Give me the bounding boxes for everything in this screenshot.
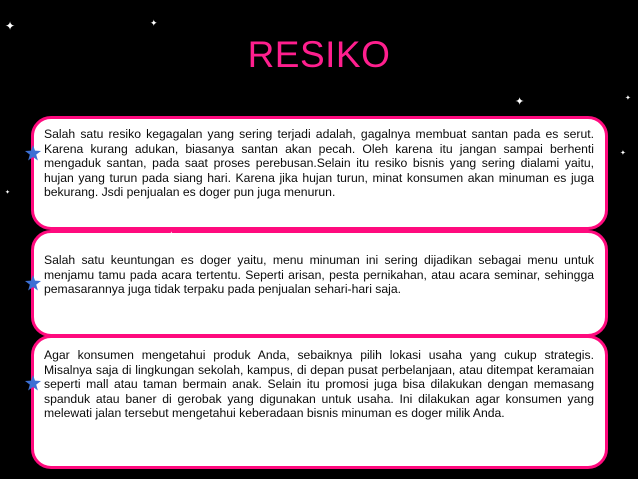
sparkle-icon: ✦ xyxy=(168,230,175,239)
bullet-star-icon xyxy=(25,145,41,161)
sparkle-icon: ✦ xyxy=(620,149,626,157)
slide-title: RESIKO xyxy=(247,34,391,75)
sparkle-icon: ✦ xyxy=(625,94,631,102)
sparkle-icon: ✦ xyxy=(515,95,525,108)
sparkle-icon: ✦ xyxy=(150,19,158,29)
paragraph-text: Salah satu resiko kegagalan yang sering terjadi adalah, gagalnya membuat santan pada es serut. Karena kurang adukan, biasanya santan akan pecah. Oleh karena itu jangan sampai berhenti mengaduk santan, pada saat proses perebusan.Selain itu resiko bisnis yang sering dialami yaitu, hujan yang turun pada siang hari. Karena jika hujan turun, minat konsumen akan minuman es juga bekurang. Jsdi penjualan es doger pun juga menurun. xyxy=(44,127,594,200)
bullet-star-icon xyxy=(25,375,41,391)
paragraph-box-risk xyxy=(31,116,608,230)
paragraph-box-advantage xyxy=(31,230,608,337)
paragraph-box-strategy xyxy=(31,335,608,469)
paragraph-text: Salah satu keuntungan es doger yaitu, menu minuman ini sering dijadikan sebagai menu untuk menjamu tamu pada acara tertentu. Seperti arisan, pesta pernikahan, atau acara seminar, sehingga pemasarannya juga tidak terpaku pada penjualan sehari-hari saja. xyxy=(44,253,594,297)
paragraph-text: Agar konsumen mengetahui produk Anda, sebaiknya pilih lokasi usaha yang cukup strategis. Misalnya saja di lingkungan sekolah, kampus, di depan pusat perbelanjaan, atau ditempat keramaian seperti mall atau taman bermain anak. Selain itu promosi juga bisa dilakukan dengan memasang spanduk atau baner di gerobak yang digunakan untuk usaha. Ini dilakukan agar konsumen yang melewati jalan tersebut mengetahui keberadaan bisnis minuman es doger milik Anda. xyxy=(44,348,594,421)
sparkle-icon: ✦ xyxy=(5,19,16,33)
bullet-star-icon xyxy=(25,275,41,291)
sparkle-icon: ✦ xyxy=(5,189,11,196)
